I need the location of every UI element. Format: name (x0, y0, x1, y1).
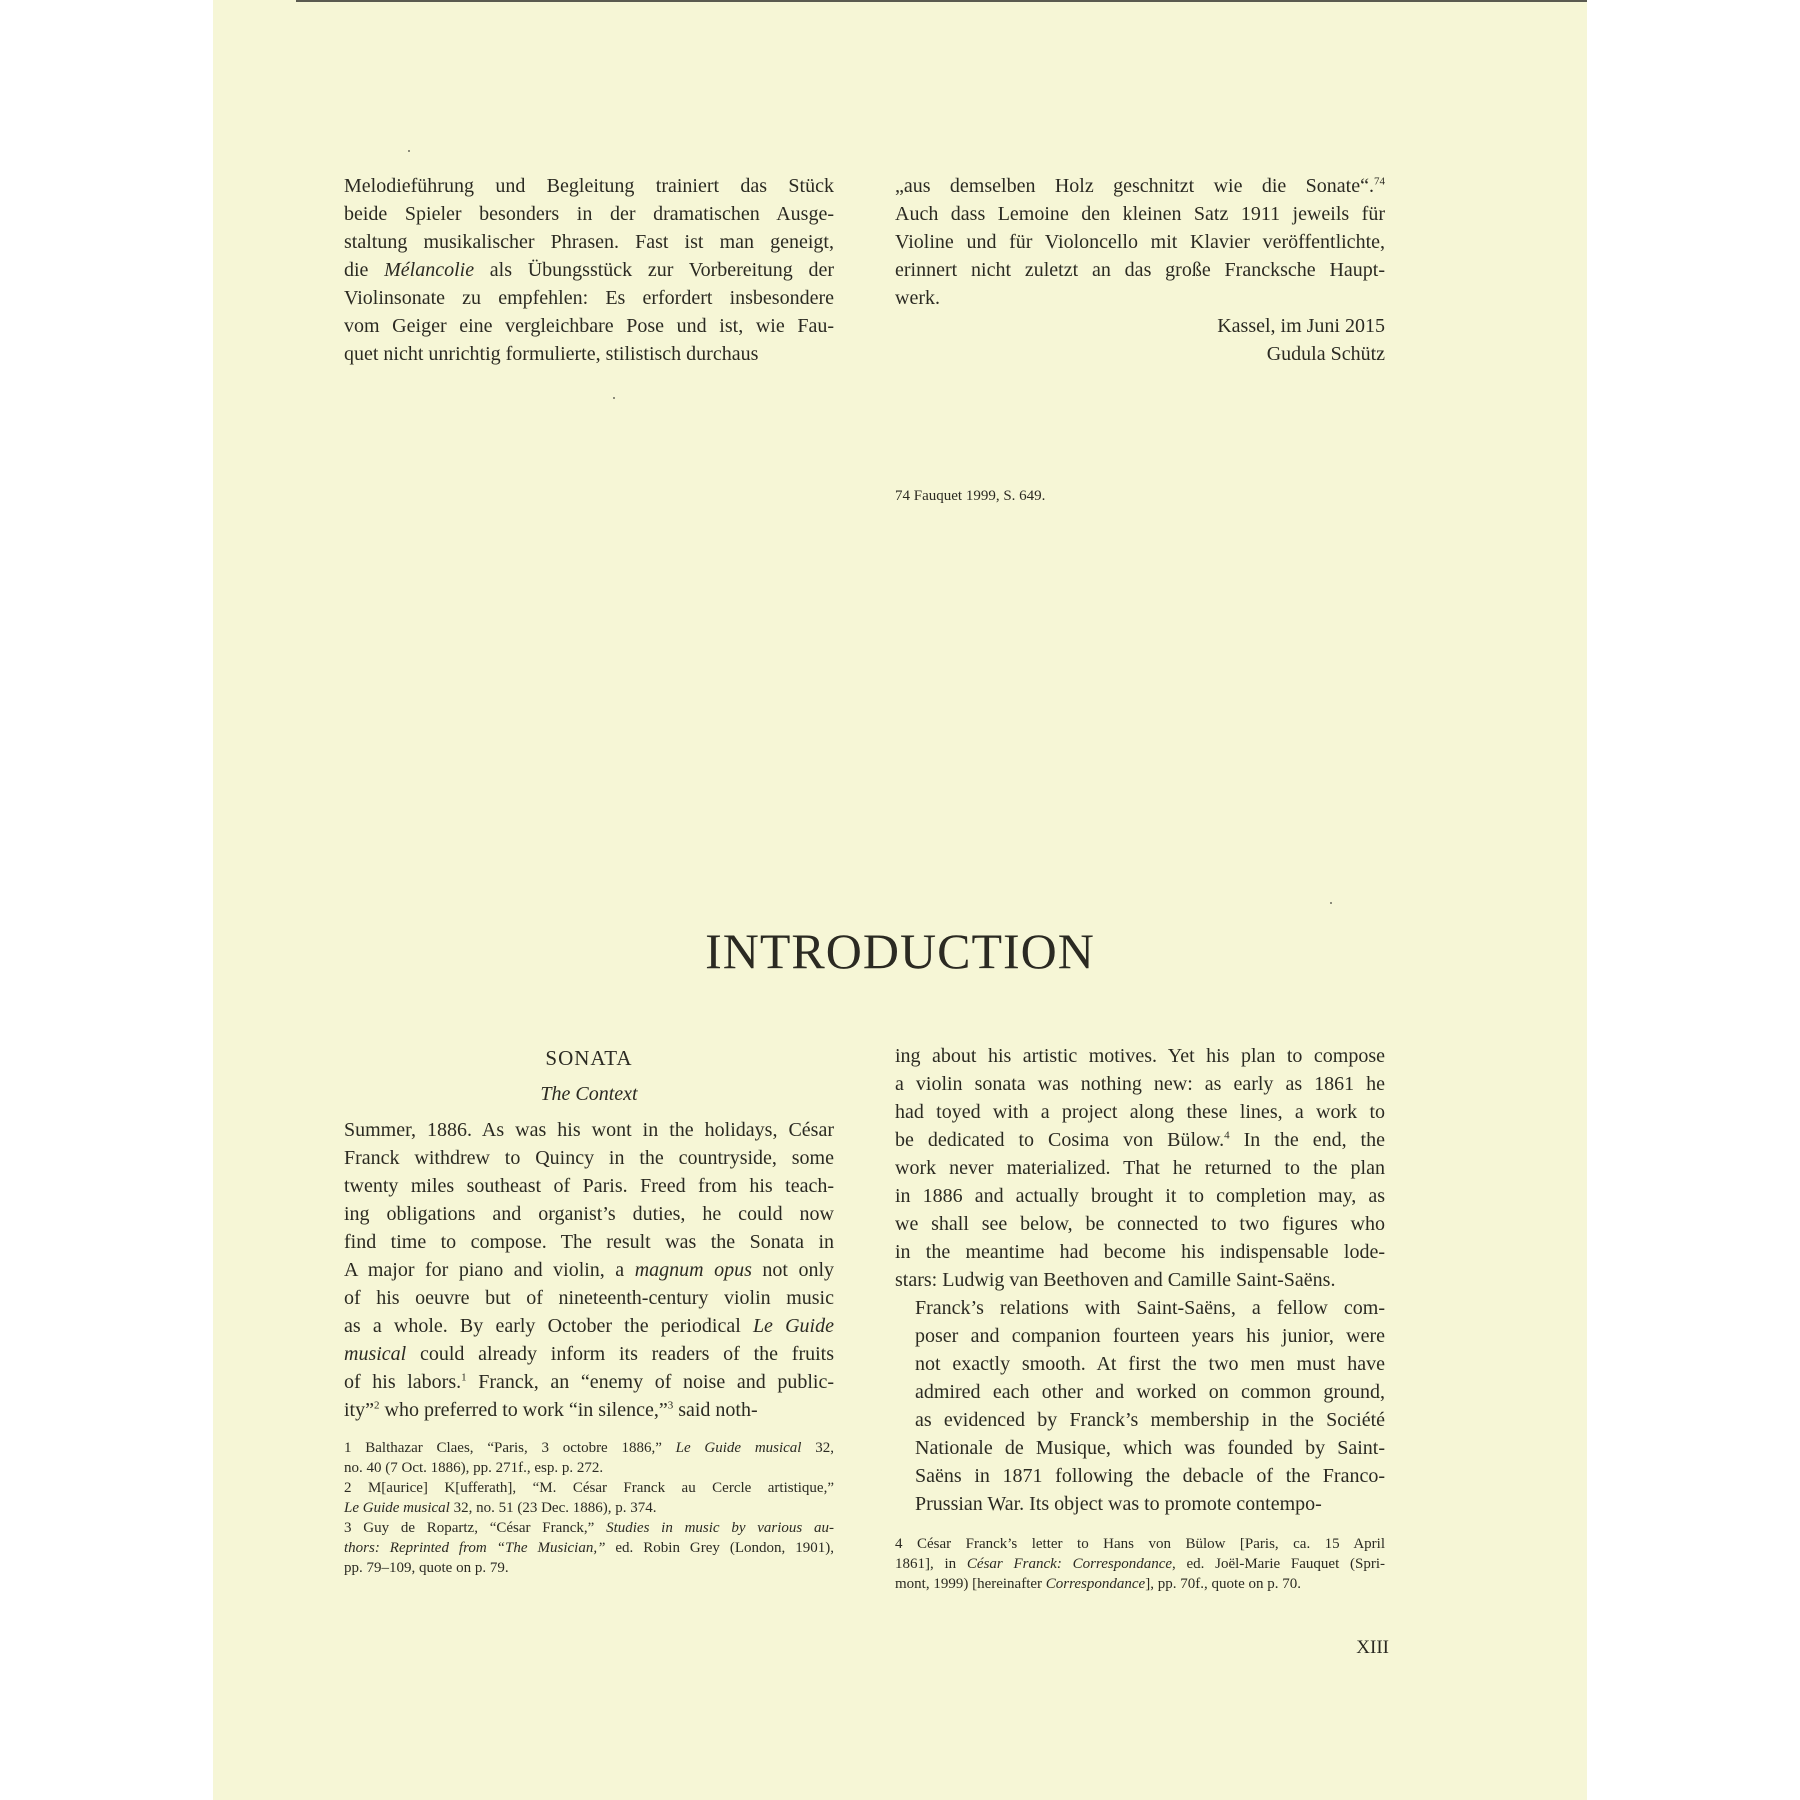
text-line: admired each other and worked on common ground, (915, 1381, 1385, 1403)
text-line: not exactly smooth. At first the two men must have (915, 1353, 1385, 1375)
page-heading: INTRODUCTION (705, 923, 1095, 979)
text-line: A major for piano and violin, a magnum opus not only (344, 1259, 835, 1281)
speck (613, 397, 615, 399)
footnote-line: mont, 1999) [hereinafter Correspondance], pp. 70f., quote on p. 70. (895, 1576, 1302, 1592)
section-subtitle: The Context (540, 1083, 638, 1105)
text-line: of his labors.$^1$ Franck, an “enemy of noise and public- (344, 1371, 834, 1393)
text-line: in the meantime had become his indispensable lode- (895, 1241, 1385, 1263)
german-paragraph-right (895, 172, 1385, 368)
text-line: Violinsonate zu empfehlen: Es erfordert insbesondere (344, 287, 834, 309)
footnote-line: no. 40 (7 Oct. 1886), pp. 271f., esp. p. 272. (344, 1460, 604, 1476)
context-paragraph (344, 1116, 834, 1424)
section-title: SONATA (545, 1046, 633, 1070)
text-line: a violin sonata was nothing new: as early as 1861 he (895, 1073, 1385, 1095)
text-line: Franck’s relations with Saint-Saëns, a fellow com- (915, 1297, 1385, 1319)
top-left-column (344, 172, 834, 368)
footnote-line: 3 Guy de Ropartz, “César Franck,” Studies in music by various au- (344, 1520, 834, 1536)
text-line: musical could already inform its readers of the fruits (344, 1343, 834, 1365)
text-line: vom Geiger eine vergleichbare Pose und ist, wie Fau- (344, 315, 834, 337)
footnote-line: 1 Balthazar Claes, “Paris, 3 octobre 1886,” Le Guide musical 32, (344, 1440, 834, 1456)
footnotes-right (895, 1534, 1385, 1594)
saint-saens-paragraph (895, 1294, 1385, 1518)
speck (1330, 902, 1332, 904)
text-line: twenty miles southeast of Paris. Freed from his teach- (344, 1175, 834, 1197)
text-line: Auch dass Lemoine den kleinen Satz 1911 jeweils für (895, 203, 1385, 225)
author-signature: Gudula Schütz (1266, 343, 1385, 365)
text-line: Melodieführung und Begleitung trainiert das Stück (344, 175, 834, 197)
text-line: Violine und für Violoncello mit Klavier veröffentlichte, (895, 231, 1385, 253)
page-number: XIII (1356, 1637, 1389, 1658)
footnotes-left (344, 1438, 834, 1578)
text-line: ing about his artistic motives. Yet his plan to compose (895, 1045, 1385, 1067)
text-line: quet nicht unrichtig formulierte, stilistisch durchaus (344, 343, 759, 365)
footnote-line: 2 M[aurice] K[ufferath], “M. César Franck au Cercle artistique,” (344, 1480, 834, 1496)
text-line: had toyed with a project along these lines, a work to (895, 1101, 1385, 1123)
text-line: of his oeuvre but of nineteenth-century violin music (344, 1287, 834, 1309)
top-rule (296, 0, 1587, 2)
text-line: Nationale de Musique, which was founded by Saint- (915, 1437, 1385, 1459)
top-right-column (895, 172, 1385, 506)
footnote-line: Le Guide musical 32, no. 51 (23 Dec. 1886), p. 374. (344, 1500, 657, 1516)
text-line: staltung musikalischer Phrasen. Fast ist man geneigt, (344, 231, 834, 253)
text-line: erinnert nicht zuletzt an das große Francksche Haupt- (895, 259, 1385, 281)
speck (408, 150, 410, 152)
text-line: we shall see below, be connected to two figures who (895, 1213, 1385, 1235)
place-date: Kassel, im Juni 2015 (1217, 315, 1385, 337)
german-paragraph-left (344, 172, 834, 368)
text-line: ity”$^2$ who preferred to work “in silence,”$^3$ said noth- (344, 1399, 758, 1421)
text-line: „aus demselben Holz geschnitzt wie die Sonate“.$^{74}$ (895, 175, 1385, 197)
text-line: as a whole. By early October the periodical Le Guide (344, 1315, 834, 1337)
text-line: Saëns in 1871 following the debacle of the Franco- (915, 1465, 1385, 1487)
footnote-line: 1861], in César Franck: Correspondance, ed. Joël-Marie Fauquet (Spri- (895, 1556, 1385, 1572)
footnote-line: pp. 79–109, quote on p. 79. (344, 1560, 509, 1576)
text-line: as evidenced by Franck’s membership in the Société (915, 1409, 1385, 1431)
bottom-left-column (344, 1046, 834, 1578)
text-line: be dedicated to Cosima von Bülow.$^4$ In the end, the (895, 1129, 1385, 1151)
footnote-line: 4 César Franck’s letter to Hans von Bülow [Paris, ca. 15 April (895, 1536, 1385, 1552)
text-line: werk. (895, 287, 940, 309)
text-line: Summer, 1886. As was his wont in the holidays, César (344, 1119, 834, 1141)
text-line: Prussian War. Its object was to promote contempo- (915, 1493, 1322, 1515)
text-line: find time to compose. The result was the Sonata in (344, 1231, 834, 1253)
bottom-right-column (895, 1042, 1385, 1594)
text-line: Franck withdrew to Quincy in the countryside, some (344, 1147, 834, 1169)
footnote-line: thors: Reprinted from “The Musician,” ed. Robin Grey (London, 1901), (344, 1540, 835, 1556)
text-line: poser and companion fourteen years his junior, were (915, 1325, 1385, 1347)
text-line: in 1886 and actually brought it to completion may, as (895, 1185, 1385, 1207)
text-line: ing obligations and organist’s duties, he could now (344, 1203, 834, 1225)
context-paragraph-continued (895, 1042, 1385, 1294)
text-line: stars: Ludwig van Beethoven and Camille Saint-Saëns. (895, 1269, 1336, 1291)
footnote-74: 74 Fauquet 1999, S. 649. (895, 488, 1046, 504)
text-line: work never materialized. That he returned to the plan (895, 1157, 1385, 1179)
text-line: die Mélancolie als Übungsstück zur Vorbereitung der (344, 259, 834, 281)
text-line: beide Spieler besonders in der dramatischen Ausge- (344, 203, 834, 225)
